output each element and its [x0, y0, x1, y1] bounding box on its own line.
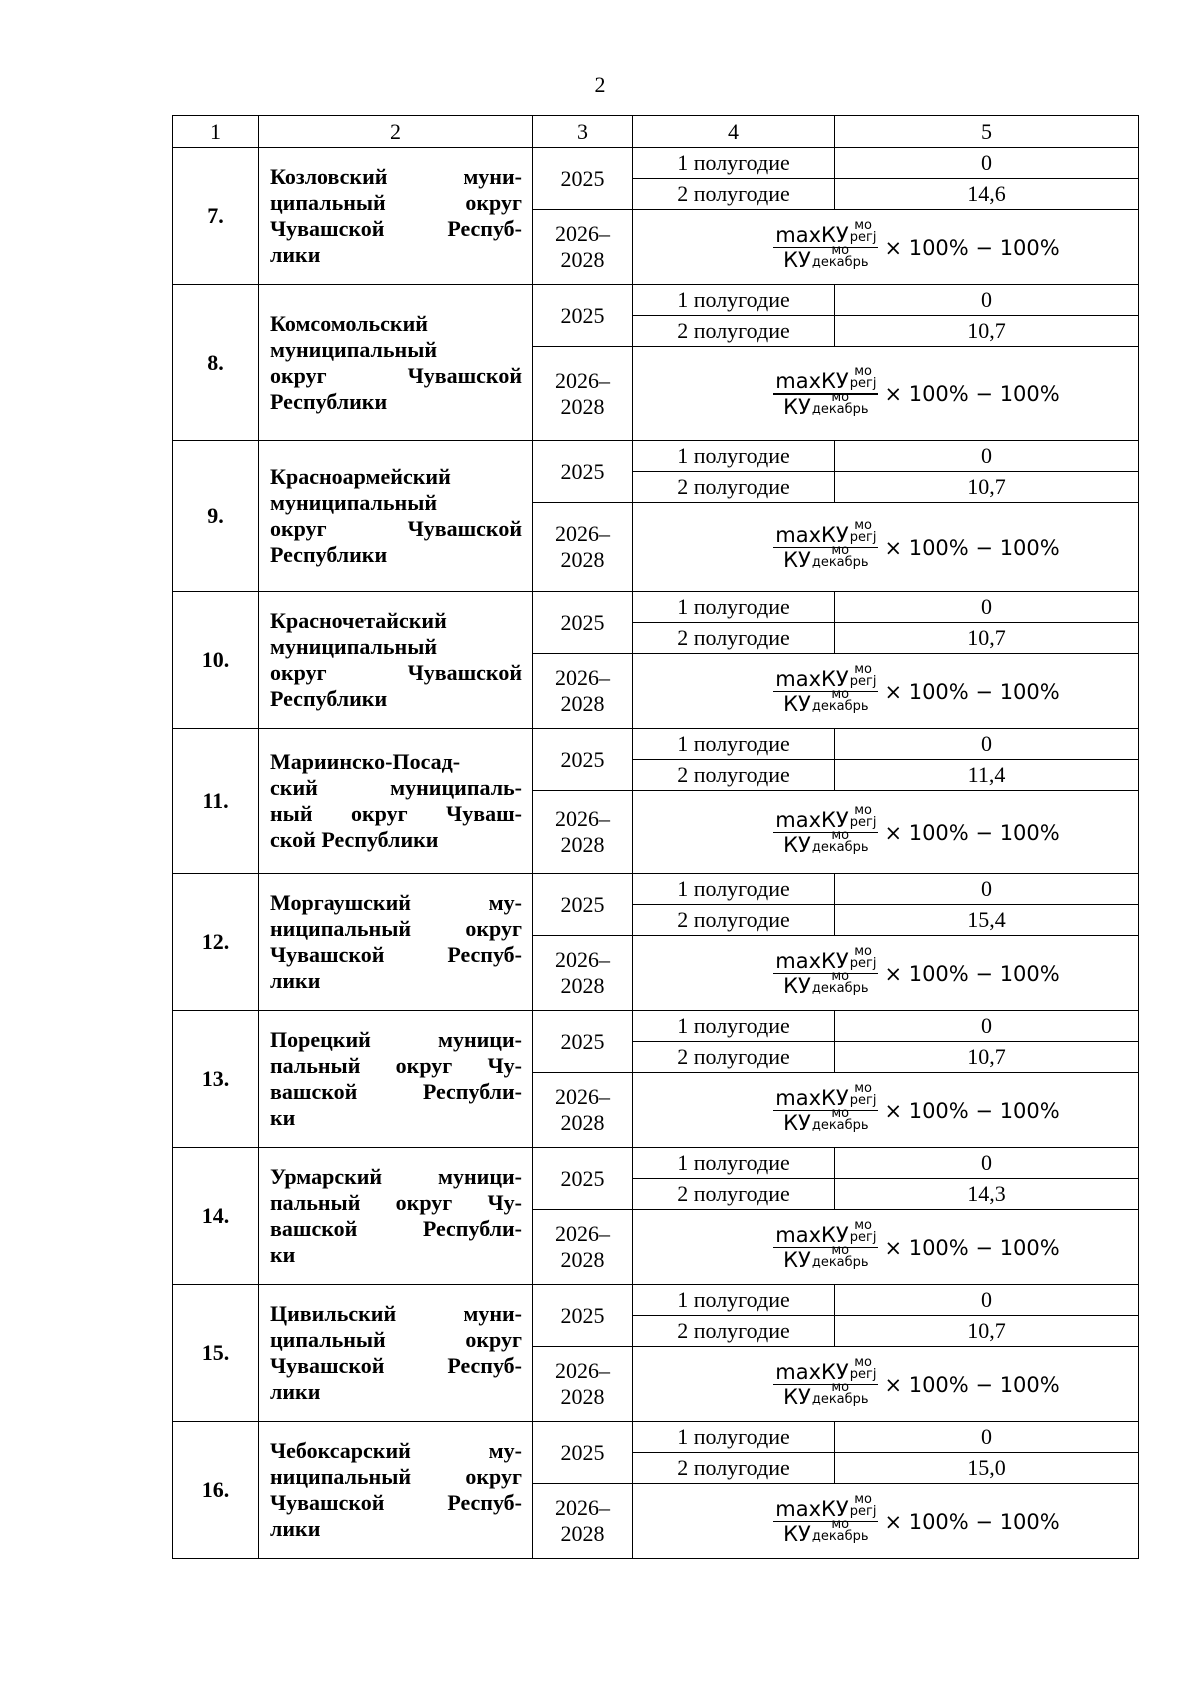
formula: maxКУ мо регj КУ мо декабрь × 100% − 100% — [775, 1080, 1060, 1136]
half-year-label: 2 полугодие — [633, 760, 835, 791]
year-range: 2026– 2028 — [533, 791, 633, 874]
half-year-label: 2 полугодие — [633, 623, 835, 654]
half-year-label: 2 полугодие — [633, 1042, 835, 1073]
formula-cell — [633, 1210, 1139, 1285]
half-year-label: 2 полугодие — [633, 1453, 835, 1484]
municipality-name-line: Чебоксарский му- — [270, 1438, 522, 1463]
half-year-label: 1 полугодие — [633, 285, 835, 316]
year-range: 2026– 2028 — [533, 210, 633, 285]
half-year-value: 0 — [835, 1422, 1139, 1453]
year-2025: 2025 — [533, 1285, 633, 1347]
formula: maxКУ мо регj КУ мо декабрь × 100% − 100% — [775, 217, 1060, 273]
municipality-name-line: ципальный округ — [270, 190, 522, 215]
year-2025: 2025 — [533, 729, 633, 791]
page-number: 2 — [594, 72, 606, 97]
municipality-name-line: ниципальный округ — [270, 1464, 522, 1489]
row-number: 16. — [173, 1422, 259, 1559]
municipality-name — [259, 441, 533, 592]
municipality-name-line: муниципальный — [270, 490, 438, 515]
municipality-name-line: Республики — [270, 542, 388, 567]
municipality-name-line: Цивильский муни- — [270, 1301, 522, 1326]
formula-cell — [633, 210, 1139, 285]
municipality-name-line: Порецкий муници- — [270, 1027, 522, 1052]
half-year-label: 1 полугодие — [633, 1011, 835, 1042]
half-year-label: 2 полугодие — [633, 316, 835, 347]
half-year-value: 0 — [835, 592, 1139, 623]
municipality-name — [259, 592, 533, 729]
formula: maxКУ мо регj КУ мо декабрь × 100% − 100% — [775, 1491, 1060, 1547]
half-year-label: 1 полугодие — [633, 874, 835, 905]
half-year-value: 0 — [835, 441, 1139, 472]
municipality-name-line: Козловский муни- — [270, 164, 522, 189]
half-year-label: 1 полугодие — [633, 148, 835, 179]
formula: maxКУ мо регj КУ мо декабрь × 100% − 100% — [775, 364, 1060, 419]
formula-cell — [633, 503, 1139, 592]
formula-cell — [633, 1347, 1139, 1422]
row-number: 14. — [173, 1148, 259, 1285]
year-range: 2026– 2028 — [533, 1073, 633, 1148]
header-cell: 1 — [173, 116, 259, 148]
municipality-name — [259, 1422, 533, 1559]
formula: maxКУ мо регj КУ мо декабрь × 100% − 100% — [775, 943, 1060, 999]
half-year-value: 0 — [835, 1285, 1139, 1316]
municipality-name-line: Красночетайский — [270, 608, 447, 633]
half-year-label: 1 полугодие — [633, 441, 835, 472]
row-number: 11. — [173, 729, 259, 874]
half-year-value: 11,4 — [835, 760, 1139, 791]
half-year-label: 1 полугодие — [633, 1422, 835, 1453]
formula-cell — [633, 791, 1139, 874]
half-year-label: 1 полугодие — [633, 1285, 835, 1316]
year-2025: 2025 — [533, 441, 633, 503]
half-year-label: 2 полугодие — [633, 179, 835, 210]
half-year-value: 10,7 — [835, 1042, 1139, 1073]
formula: maxКУ мо регj КУ мо декабрь × 100% − 100% — [775, 802, 1060, 858]
municipality-name-line: лики — [270, 242, 321, 267]
year-range: 2026– 2028 — [533, 1347, 633, 1422]
year-2025: 2025 — [533, 285, 633, 347]
municipality-name-line: Чувашской Респуб- — [270, 216, 522, 241]
municipality-name — [259, 729, 533, 874]
half-year-value: 14,6 — [835, 179, 1139, 210]
allocation-table — [172, 115, 1139, 1559]
half-year-value: 0 — [835, 729, 1139, 760]
formula: maxКУ мо регj КУ мо декабрь × 100% − 100% — [775, 1217, 1060, 1273]
municipality-name — [259, 148, 533, 285]
year-range: 2026– 2028 — [533, 654, 633, 729]
half-year-value: 10,7 — [835, 316, 1139, 347]
municipality-name-line: Республики — [270, 686, 388, 711]
half-year-value: 14,3 — [835, 1179, 1139, 1210]
row-number: 15. — [173, 1285, 259, 1422]
municipality-name-line: ниципальный округ — [270, 916, 522, 941]
formula: maxКУ мо регj КУ мо декабрь × 100% − 100% — [775, 661, 1060, 717]
formula-cell — [633, 347, 1139, 441]
municipality-name-line: ки — [270, 1105, 296, 1130]
year-range: 2026– 2028 — [533, 503, 633, 592]
half-year-value: 15,4 — [835, 905, 1139, 936]
half-year-value: 0 — [835, 148, 1139, 179]
municipality-name — [259, 1011, 533, 1148]
half-year-label: 2 полугодие — [633, 1316, 835, 1347]
formula-cell — [633, 936, 1139, 1011]
half-year-value: 10,7 — [835, 1316, 1139, 1347]
year-2025: 2025 — [533, 148, 633, 210]
municipality-name-line: пальный округ Чу- — [270, 1053, 522, 1078]
municipality-name-line: вашской Республи- — [270, 1216, 522, 1241]
municipality-name — [259, 285, 533, 441]
year-2025: 2025 — [533, 592, 633, 654]
formula-cell — [633, 1073, 1139, 1148]
municipality-name-line: муниципальный — [270, 634, 438, 659]
row-number: 10. — [173, 592, 259, 729]
formula-cell — [633, 1484, 1139, 1559]
municipality-name-line: Комсомольский — [270, 310, 428, 336]
half-year-label: 2 полугодие — [633, 905, 835, 936]
formula-cell — [633, 654, 1139, 729]
half-year-label: 2 полугодие — [633, 1179, 835, 1210]
municipality-name-line: Урмарский муници- — [270, 1164, 522, 1189]
half-year-label: 1 полугодие — [633, 592, 835, 623]
municipality-name-line: Чувашской Респуб- — [270, 1353, 522, 1378]
municipality-name-line: Красноармейский — [270, 464, 451, 489]
year-2025: 2025 — [533, 1011, 633, 1073]
half-year-label: 2 полугодие — [633, 472, 835, 503]
year-2025: 2025 — [533, 1148, 633, 1210]
half-year-value: 0 — [835, 1148, 1139, 1179]
formula: maxКУ мо регj КУ мо декабрь × 100% − 100% — [775, 517, 1060, 573]
half-year-value: 15,0 — [835, 1453, 1139, 1484]
row-number: 12. — [173, 874, 259, 1011]
municipality-name — [259, 1285, 533, 1422]
header-cell: 5 — [835, 116, 1139, 148]
header-cell: 3 — [533, 116, 633, 148]
municipality-name-line: вашской Республи- — [270, 1079, 522, 1104]
municipality-name — [259, 1148, 533, 1285]
municipality-name-line: лики — [270, 968, 321, 993]
municipality-name-line: Чувашской Респуб- — [270, 1490, 522, 1515]
municipality-name-line: ный округ Чуваш- — [270, 801, 522, 826]
municipality-name-line: ципальный округ — [270, 1327, 522, 1352]
year-2025: 2025 — [533, 1422, 633, 1484]
municipality-name-line: ский муниципаль- — [270, 775, 522, 800]
header-cell: 4 — [633, 116, 835, 148]
municipality-name-line: пальный округ Чу- — [270, 1190, 522, 1215]
municipality-name-line: лики — [270, 1379, 321, 1404]
municipality-name-line: муниципальный — [270, 336, 438, 362]
municipality-name-line: округ Чувашской — [270, 516, 522, 541]
formula: maxКУ мо регj КУ мо декабрь × 100% − 100% — [775, 1354, 1060, 1410]
half-year-value: 0 — [835, 1011, 1139, 1042]
year-2025: 2025 — [533, 874, 633, 936]
municipality-name-line: ской Республики — [270, 827, 439, 852]
header-cell: 2 — [259, 116, 533, 148]
row-number: 8. — [173, 285, 259, 441]
half-year-value: 0 — [835, 874, 1139, 905]
half-year-value: 10,7 — [835, 472, 1139, 503]
header-row — [173, 116, 1139, 148]
municipality-name-line: Мариинско-Посад- — [270, 749, 461, 774]
municipality-name-line: лики — [270, 1516, 321, 1541]
half-year-value: 10,7 — [835, 623, 1139, 654]
row-number: 9. — [173, 441, 259, 592]
municipality-name-line: Моргаушский му- — [270, 890, 522, 915]
row-number: 7. — [173, 148, 259, 285]
half-year-label: 1 полугодие — [633, 1148, 835, 1179]
municipality-name-line: ки — [270, 1242, 296, 1267]
year-range: 2026– 2028 — [533, 1484, 633, 1559]
half-year-label: 1 полугодие — [633, 729, 835, 760]
municipality-name-line: округ Чувашской — [270, 362, 522, 388]
municipality-name-line: округ Чувашской — [270, 660, 522, 685]
year-range: 2026– 2028 — [533, 347, 633, 441]
half-year-value: 0 — [835, 285, 1139, 316]
municipality-name — [259, 874, 533, 1011]
row-number: 13. — [173, 1011, 259, 1148]
municipality-name-line: Чувашской Респуб- — [270, 942, 522, 967]
municipality-name-line: Республики — [270, 388, 388, 414]
year-range: 2026– 2028 — [533, 1210, 633, 1285]
year-range: 2026– 2028 — [533, 936, 633, 1011]
